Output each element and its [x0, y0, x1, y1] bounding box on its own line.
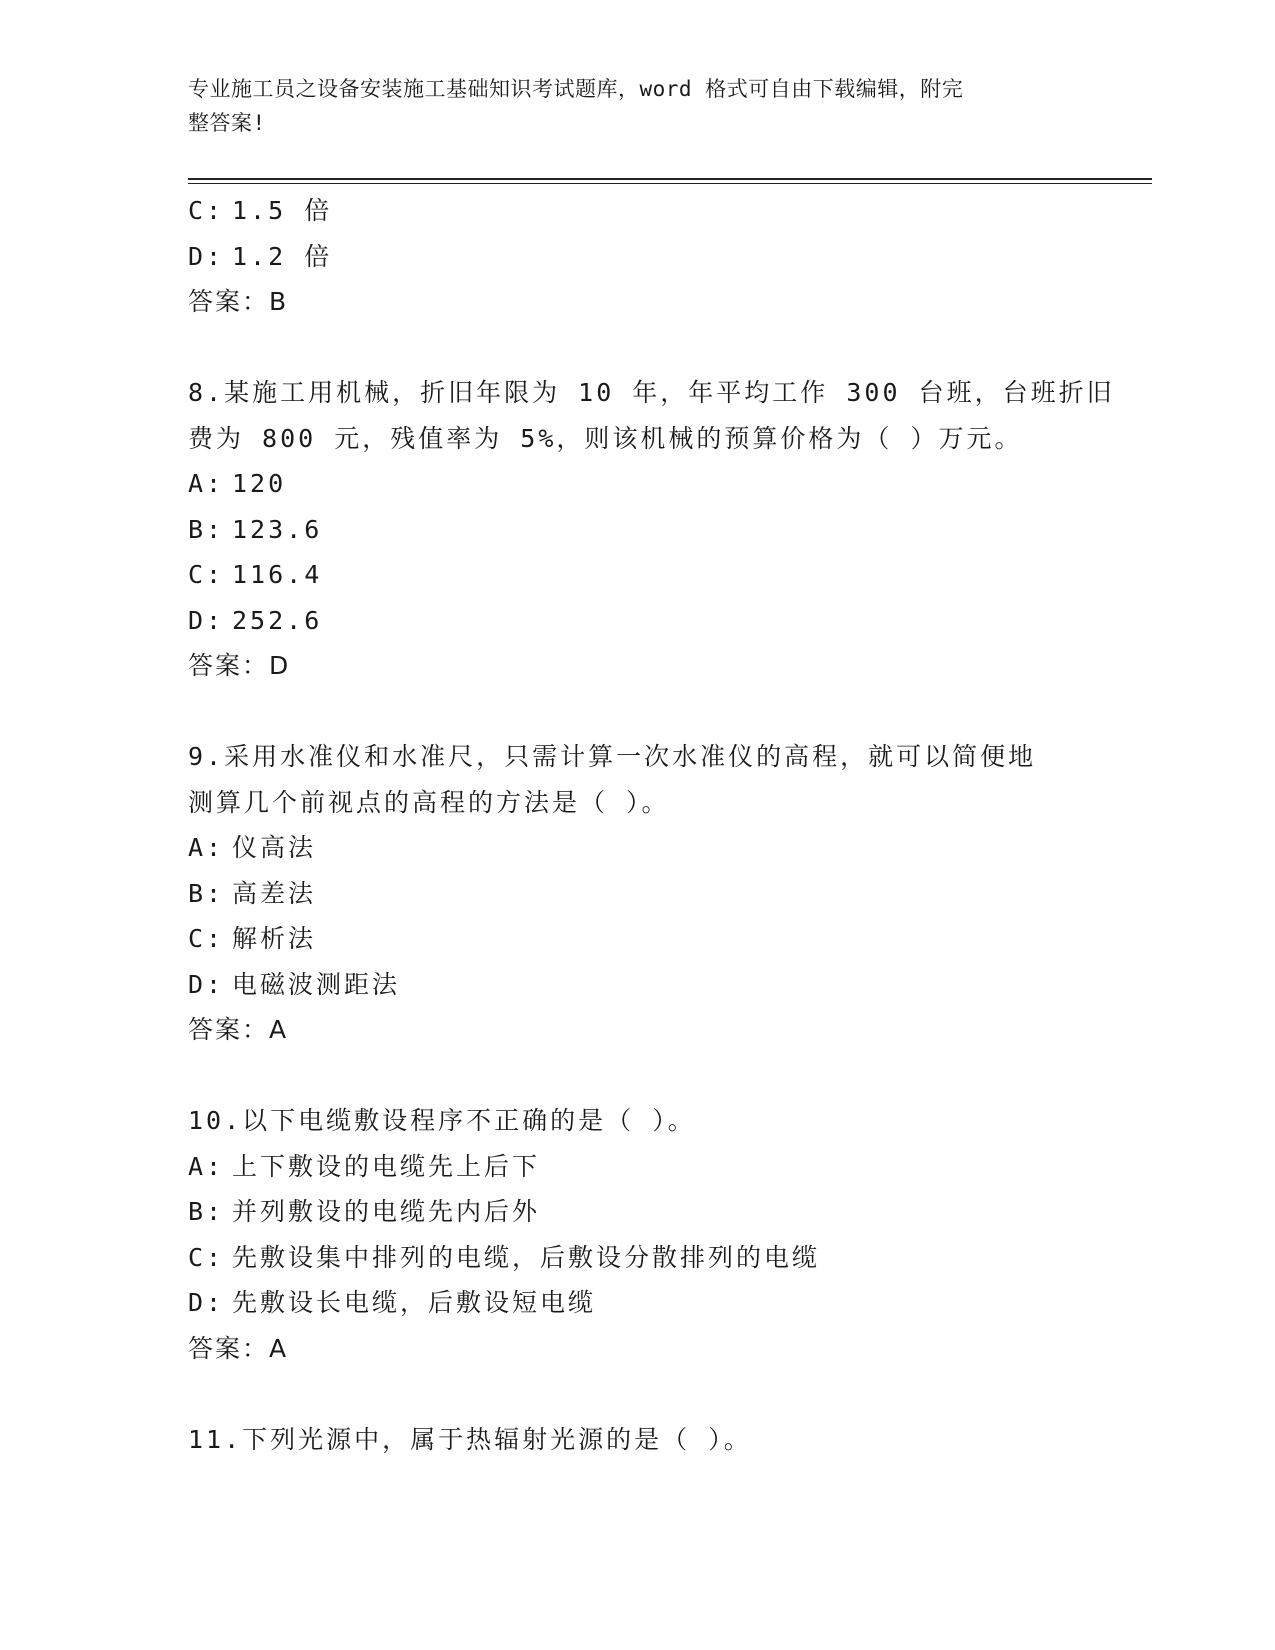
header-rule-thick	[188, 178, 1152, 180]
option-b	[188, 871, 1128, 917]
option-key: D:	[188, 605, 225, 635]
question-stem: 10.以下电缆敷设程序不正确的是（ ）。	[188, 1106, 696, 1135]
option-text: 并列敷设的电缆先内后外	[232, 1197, 541, 1226]
option-c	[188, 916, 1128, 962]
option-text: 解析法	[232, 924, 317, 953]
question-10	[188, 1098, 1128, 1371]
question-7-tail	[188, 188, 1128, 325]
spacer	[188, 325, 1128, 371]
option-d	[188, 962, 1128, 1008]
header-line-2: 整答案!	[188, 111, 266, 135]
option-c	[188, 188, 1128, 234]
option-text: 上下敷设的电缆先上后下	[232, 1151, 541, 1181]
option-text: 高差法	[232, 878, 317, 908]
question-stem: 8.某施工用机械，折旧年限为 10 年，年平均工作 300 台班，台班折旧	[188, 378, 1115, 407]
option-text: 116.4	[232, 560, 323, 589]
option-key: C:	[188, 1242, 225, 1272]
spacer	[188, 689, 1128, 735]
header-line-1: 专业施工员之设备安装施工基础知识考试题库，word 格式可自由下载编辑，附完	[188, 77, 964, 101]
header-rule-thin	[188, 183, 1152, 184]
question-stem: 费为 800 元，残值率为 5%，则该机械的预算价格为（ ）万元。	[188, 423, 1023, 453]
option-text: 仪高法	[232, 833, 317, 862]
option-a	[188, 461, 1128, 507]
question-list	[188, 188, 1128, 1462]
option-a	[188, 1144, 1128, 1190]
question-11	[188, 1417, 1128, 1463]
spacer	[188, 1053, 1128, 1099]
option-key: A:	[188, 833, 225, 862]
option-text: 先敷设集中排列的电缆，后敷设分散排列的电缆	[232, 1242, 821, 1272]
option-key: B:	[188, 878, 225, 908]
option-key: A:	[188, 1151, 225, 1181]
option-text: 先敷设长电缆，后敷设短电缆	[232, 1288, 597, 1317]
question-stem: 11.下列光源中，属于热辐射光源的是（ ）。	[188, 1424, 752, 1454]
answer: 答案：D	[188, 651, 291, 680]
option-b	[188, 1189, 1128, 1235]
option-a	[188, 825, 1128, 871]
option-key: A:	[188, 469, 225, 498]
option-key: D:	[188, 969, 225, 999]
answer: 答案：B	[188, 287, 289, 316]
option-c	[188, 1235, 1128, 1281]
question-stem: 测算几个前视点的高程的方法是（ ）。	[188, 787, 670, 817]
option-text: 1.5 倍	[232, 196, 333, 225]
option-text: 120	[232, 469, 287, 498]
option-text: 1.2 倍	[232, 241, 333, 271]
answer: 答案：A	[188, 1015, 289, 1044]
option-text: 252.6	[232, 605, 323, 635]
option-key: B:	[188, 514, 225, 544]
option-text: 123.6	[232, 514, 323, 544]
option-text: 电磁波测距法	[232, 969, 401, 999]
option-key: B:	[188, 1197, 225, 1226]
option-b	[188, 507, 1128, 553]
question-9	[188, 734, 1128, 1053]
option-key: C:	[188, 560, 225, 589]
option-key: D:	[188, 1288, 225, 1317]
option-key: C:	[188, 196, 225, 225]
option-d	[188, 234, 1128, 280]
spacer	[188, 1371, 1128, 1417]
option-d	[188, 1280, 1128, 1326]
question-stem: 9.采用水准仪和水准尺，只需计算一次水准仪的高程，就可以简便地	[188, 742, 1037, 771]
question-8	[188, 370, 1128, 689]
option-key: C:	[188, 924, 225, 953]
option-c	[188, 552, 1128, 598]
answer: 答案：A	[188, 1333, 289, 1363]
document-header	[188, 72, 1068, 140]
option-d	[188, 598, 1128, 644]
option-key: D:	[188, 241, 225, 271]
